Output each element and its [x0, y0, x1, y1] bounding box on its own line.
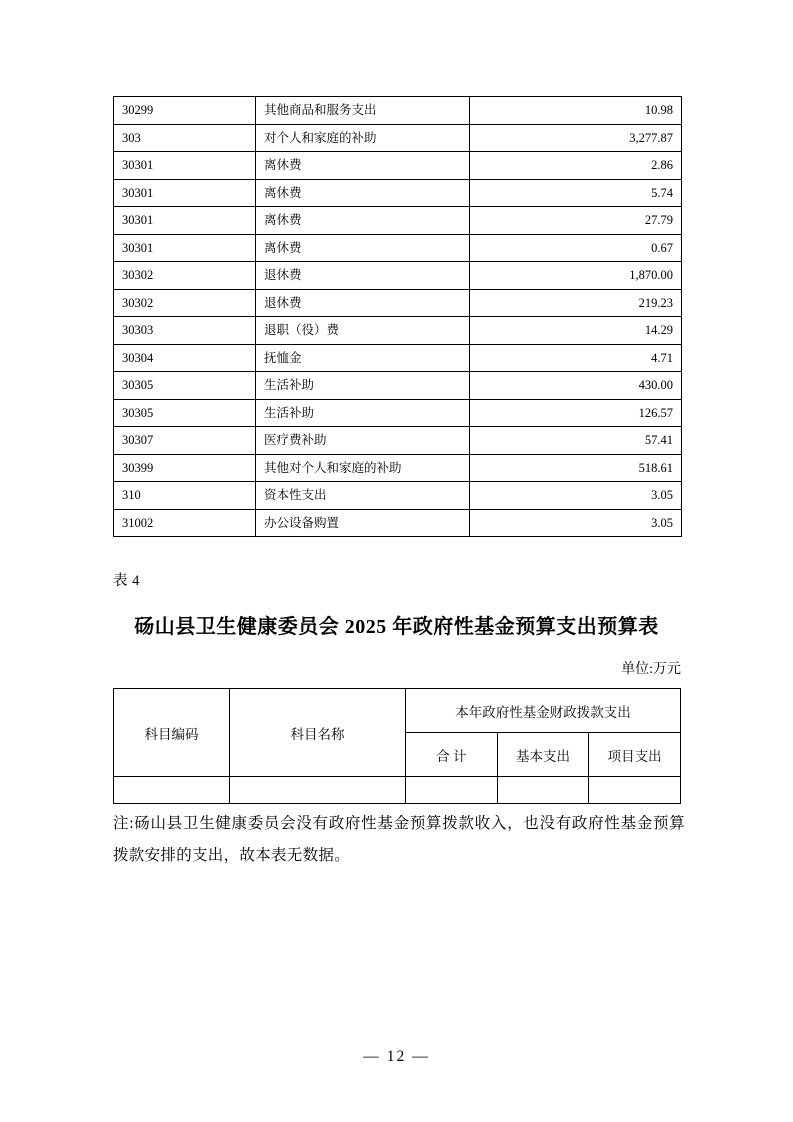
cell-code: 30302: [114, 289, 256, 317]
cell-value: 0.67: [470, 234, 682, 262]
continued-budget-table-wrapper: [113, 96, 682, 537]
cell-basic: [497, 777, 589, 804]
header-cell-group: 本年政府性基金财政拨款支出: [406, 689, 681, 733]
cell-total: [406, 777, 498, 804]
cell-value: 1,870.00: [470, 262, 682, 290]
cell-code: 30299: [114, 97, 256, 125]
table-row: [114, 482, 682, 510]
table-row: [114, 777, 681, 804]
government-fund-table-body: [114, 689, 681, 804]
page-number-dash-right: —: [412, 1048, 430, 1065]
cell-name: 医疗费补助: [256, 427, 470, 455]
cell-value: 2.86: [470, 152, 682, 180]
header-cell-name: 科目名称: [230, 689, 406, 777]
header-cell-basic: 基本支出: [497, 733, 589, 777]
cell-name: 资本性支出: [256, 482, 470, 510]
cell-name: [230, 777, 406, 804]
government-fund-table: [113, 688, 681, 804]
cell-value: 14.29: [470, 317, 682, 345]
cell-value: 27.79: [470, 207, 682, 235]
cell-name: 抚恤金: [256, 344, 470, 372]
cell-project: [589, 777, 681, 804]
cell-value: 3.05: [470, 482, 682, 510]
table-row: [114, 372, 682, 400]
cell-name: 其他商品和服务支出: [256, 97, 470, 125]
cell-code: 30301: [114, 179, 256, 207]
cell-value: 3.05: [470, 509, 682, 537]
table-row: [114, 124, 682, 152]
cell-name: 其他对个人和家庭的补助: [256, 454, 470, 482]
cell-code: 30301: [114, 234, 256, 262]
page-number-dash-left: —: [363, 1048, 381, 1065]
cell-name: 退休费: [256, 262, 470, 290]
table-row: [114, 289, 682, 317]
cell-code: 310: [114, 482, 256, 510]
table-note: 注:砀山县卫生健康委员会没有政府性基金预算拨款收入，也没有政府性基金预算拨款安排的支出，故本表无数据。: [113, 815, 685, 864]
header-cell-project: 项目支出: [589, 733, 681, 777]
cell-name: 离休费: [256, 179, 470, 207]
cell-value: 219.23: [470, 289, 682, 317]
cell-value: 126.57: [470, 399, 682, 427]
page-number: [0, 1048, 793, 1066]
cell-name: 办公设备购置: [256, 509, 470, 537]
page-title: 砀山县卫生健康委员会 2025 年政府性基金预算支出预算表: [134, 616, 659, 638]
page-number-value: 12: [386, 1048, 407, 1065]
cell-name: 生活补助: [256, 372, 470, 400]
header-cell-code: 科目编码: [114, 689, 230, 777]
cell-code: 30301: [114, 207, 256, 235]
cell-value: 3,277.87: [470, 124, 682, 152]
cell-value: 5.74: [470, 179, 682, 207]
cell-code: 30304: [114, 344, 256, 372]
cell-code: 30303: [114, 317, 256, 345]
table-row: [114, 207, 682, 235]
table-label: 表 4: [113, 573, 140, 589]
table-row: [114, 454, 682, 482]
cell-code: 30302: [114, 262, 256, 290]
table-row: [114, 427, 682, 455]
cell-name: 对个人和家庭的补助: [256, 124, 470, 152]
cell-value: 57.41: [470, 427, 682, 455]
table-row: [114, 317, 682, 345]
cell-name: 生活补助: [256, 399, 470, 427]
table-row: [114, 152, 682, 180]
table-row: [114, 179, 682, 207]
cell-code: 30301: [114, 152, 256, 180]
table-row: [114, 262, 682, 290]
unit-label: 单位:万元: [621, 662, 681, 677]
table-row: [114, 97, 682, 125]
continued-budget-table: [113, 96, 682, 537]
cell-name: 离休费: [256, 207, 470, 235]
cell-code: 30399: [114, 454, 256, 482]
cell-code: [114, 777, 230, 804]
cell-value: 430.00: [470, 372, 682, 400]
table-row: [114, 234, 682, 262]
cell-code: 30307: [114, 427, 256, 455]
table-row: [114, 344, 682, 372]
header-cell-total: 合 计: [406, 733, 498, 777]
cell-value: 4.71: [470, 344, 682, 372]
cell-code: 30305: [114, 399, 256, 427]
cell-name: 退职（役）费: [256, 317, 470, 345]
cell-code: 31002: [114, 509, 256, 537]
cell-code: 30305: [114, 372, 256, 400]
cell-name: 离休费: [256, 234, 470, 262]
government-fund-table-wrapper: [113, 688, 681, 804]
cell-code: 303: [114, 124, 256, 152]
table-row: [114, 399, 682, 427]
cell-name: 离休费: [256, 152, 470, 180]
table-header-row: [114, 689, 681, 733]
cell-value: 10.98: [470, 97, 682, 125]
continued-budget-table-body: [114, 97, 682, 537]
cell-value: 518.61: [470, 454, 682, 482]
table-row: [114, 509, 682, 537]
cell-name: 退休费: [256, 289, 470, 317]
